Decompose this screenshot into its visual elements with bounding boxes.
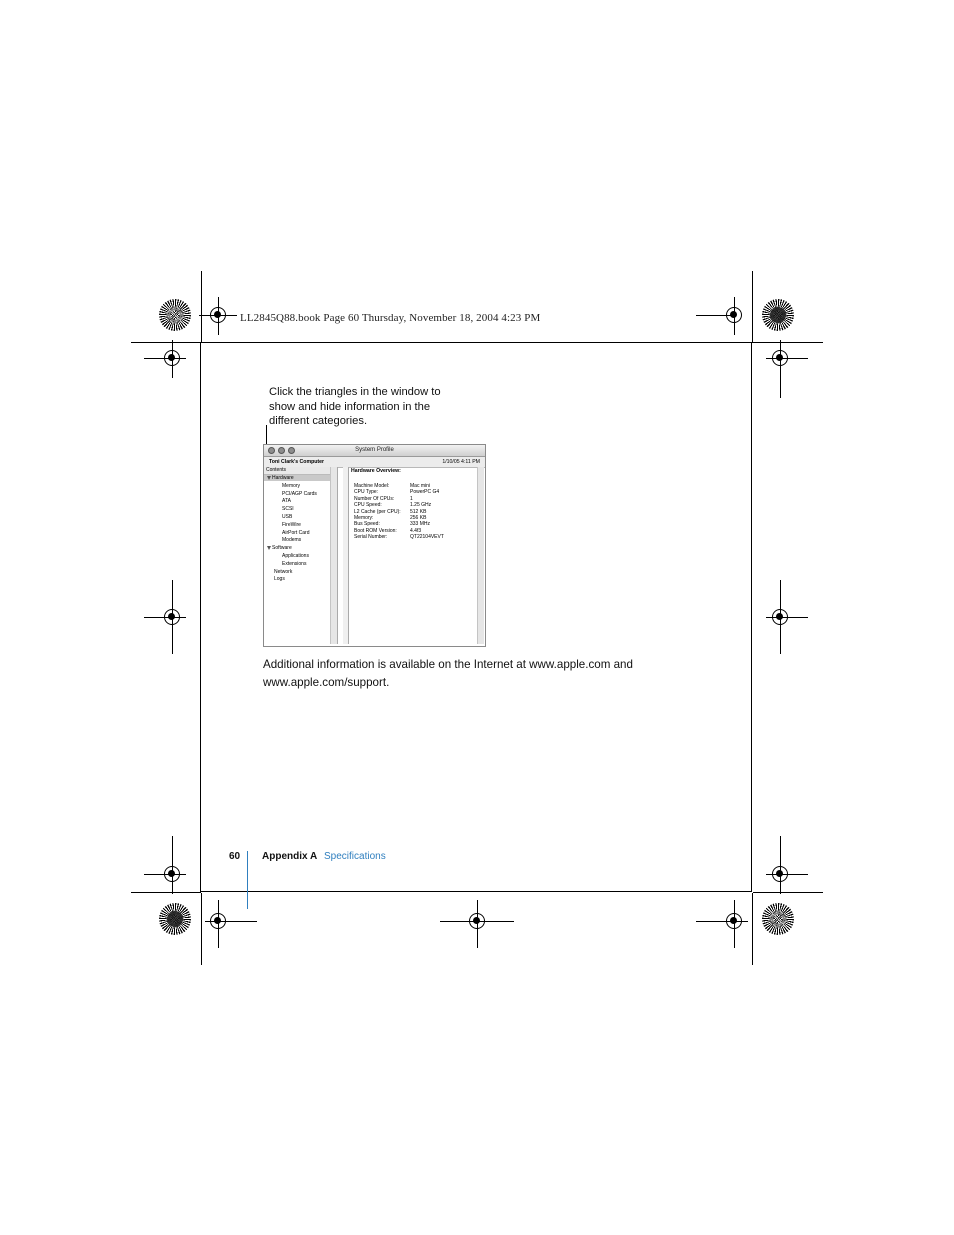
tree-item-label: PCI/AGP Cards: [282, 490, 317, 497]
overview-key: CPU Type:: [354, 489, 379, 496]
disclosure-triangle-icon[interactable]: [267, 476, 271, 480]
overview-panel: [349, 467, 478, 644]
tree-item[interactable]: [282, 522, 301, 528]
registration-target-icon: [726, 913, 742, 929]
callout-text: Click the triangles in the window to show and hide information in the different categories.: [269, 386, 441, 428]
tree-item[interactable]: [282, 537, 301, 543]
system-profile-window: [263, 444, 486, 647]
window-title: System Profile: [355, 447, 394, 453]
overview-key: L2 Cache (per CPU):: [354, 508, 401, 515]
registration-target-icon: [210, 307, 226, 323]
registration-target-icon: [210, 913, 226, 929]
overview-key: Bus Speed:: [354, 521, 380, 528]
tree-item[interactable]: [282, 483, 300, 489]
overview-key: Number Of CPUs:: [354, 495, 395, 502]
registration-target-icon: [726, 307, 742, 323]
tree-item[interactable]: [282, 491, 317, 497]
tree-item-label: SCSI: [282, 506, 294, 513]
registration-target-icon: [164, 609, 180, 625]
overview-value: 256 KB: [410, 515, 427, 521]
tree-item[interactable]: [264, 475, 332, 481]
tree-item[interactable]: [267, 545, 292, 551]
page-number: 60: [229, 851, 241, 862]
tree-item-label: Extensions: [282, 560, 307, 567]
contents-header: Contents: [264, 467, 337, 475]
profile-datetime: 1/10/05 4:11 PM: [442, 459, 480, 465]
tree-item[interactable]: [282, 514, 292, 520]
tree-item-label: FireWire: [282, 521, 301, 528]
info-paragraph: Additional information is available on the Internet at www.apple.com and www.apple.com/support.: [263, 658, 633, 689]
disclosure-triangle-icon[interactable]: [267, 546, 271, 550]
window-titlebar: [264, 445, 485, 457]
tree-item[interactable]: [282, 553, 309, 559]
tree-item[interactable]: [282, 506, 294, 512]
registration-star-icon: [762, 903, 794, 935]
tree-item-label: AirPort Card: [282, 529, 310, 536]
registration-target-icon: [772, 350, 788, 366]
registration-target-icon: [772, 866, 788, 882]
tree-item-label: Modems: [282, 537, 302, 544]
overview-key: CPU Speed:: [354, 502, 382, 509]
contents-scrollbar[interactable]: [330, 467, 337, 644]
registration-target-icon: [772, 609, 788, 625]
tree-item[interactable]: [274, 576, 285, 582]
registration-target-icon: [164, 866, 180, 882]
registration-target-icon: [469, 913, 485, 929]
chapter-label: Appendix A: [262, 851, 318, 862]
tree-item[interactable]: [282, 530, 310, 536]
tree-item-label: USB: [282, 514, 293, 520]
tree-item-label: Network: [274, 568, 293, 575]
overview-scrollbar[interactable]: [477, 467, 484, 644]
contents-panel: [264, 467, 338, 644]
tree-item-label: Software: [272, 545, 292, 552]
registration-star-icon: [159, 299, 191, 331]
tree-item-label: Hardware: [272, 475, 294, 481]
tree-item[interactable]: [282, 561, 306, 567]
tree-item[interactable]: [274, 569, 292, 575]
overview-value: 1.25 GHz: [410, 502, 432, 509]
registration-star-icon: [762, 299, 794, 331]
tree-item-label: Logs: [274, 576, 285, 583]
overview-value: 512 KB: [410, 508, 427, 515]
overview-value: 333 MHz: [410, 521, 431, 528]
overview-key: Serial Number:: [354, 534, 388, 541]
overview-value: PowerPC G4: [410, 489, 440, 496]
chapter-title: Specifications: [324, 851, 386, 862]
print-slug: LL2845Q88.book Page 60 Thursday, November 18, 2004 4:23 PM: [240, 312, 541, 324]
footer-divider: [247, 851, 248, 909]
tree-item[interactable]: [282, 498, 291, 504]
overview-key: Memory:: [354, 515, 374, 521]
overview-key: Boot ROM Version:: [354, 527, 397, 534]
overview-value: QT22104VEVT: [410, 534, 444, 541]
overview-value: Mac mini: [410, 483, 431, 489]
overview-heading: Hardware Overview:: [351, 468, 401, 474]
overview-key: Machine Model:: [354, 483, 390, 489]
registration-target-icon: [164, 350, 180, 366]
computer-name: Toni Clark's Computer: [269, 459, 325, 465]
tree-item-label: Memory: [282, 482, 301, 489]
tree-item-label: Applications: [282, 553, 309, 559]
registration-star-icon: [159, 903, 191, 935]
overview-value: 4.4f3: [410, 527, 422, 534]
tree-item-label: ATA: [282, 498, 291, 505]
overview-value: 1: [410, 495, 413, 502]
